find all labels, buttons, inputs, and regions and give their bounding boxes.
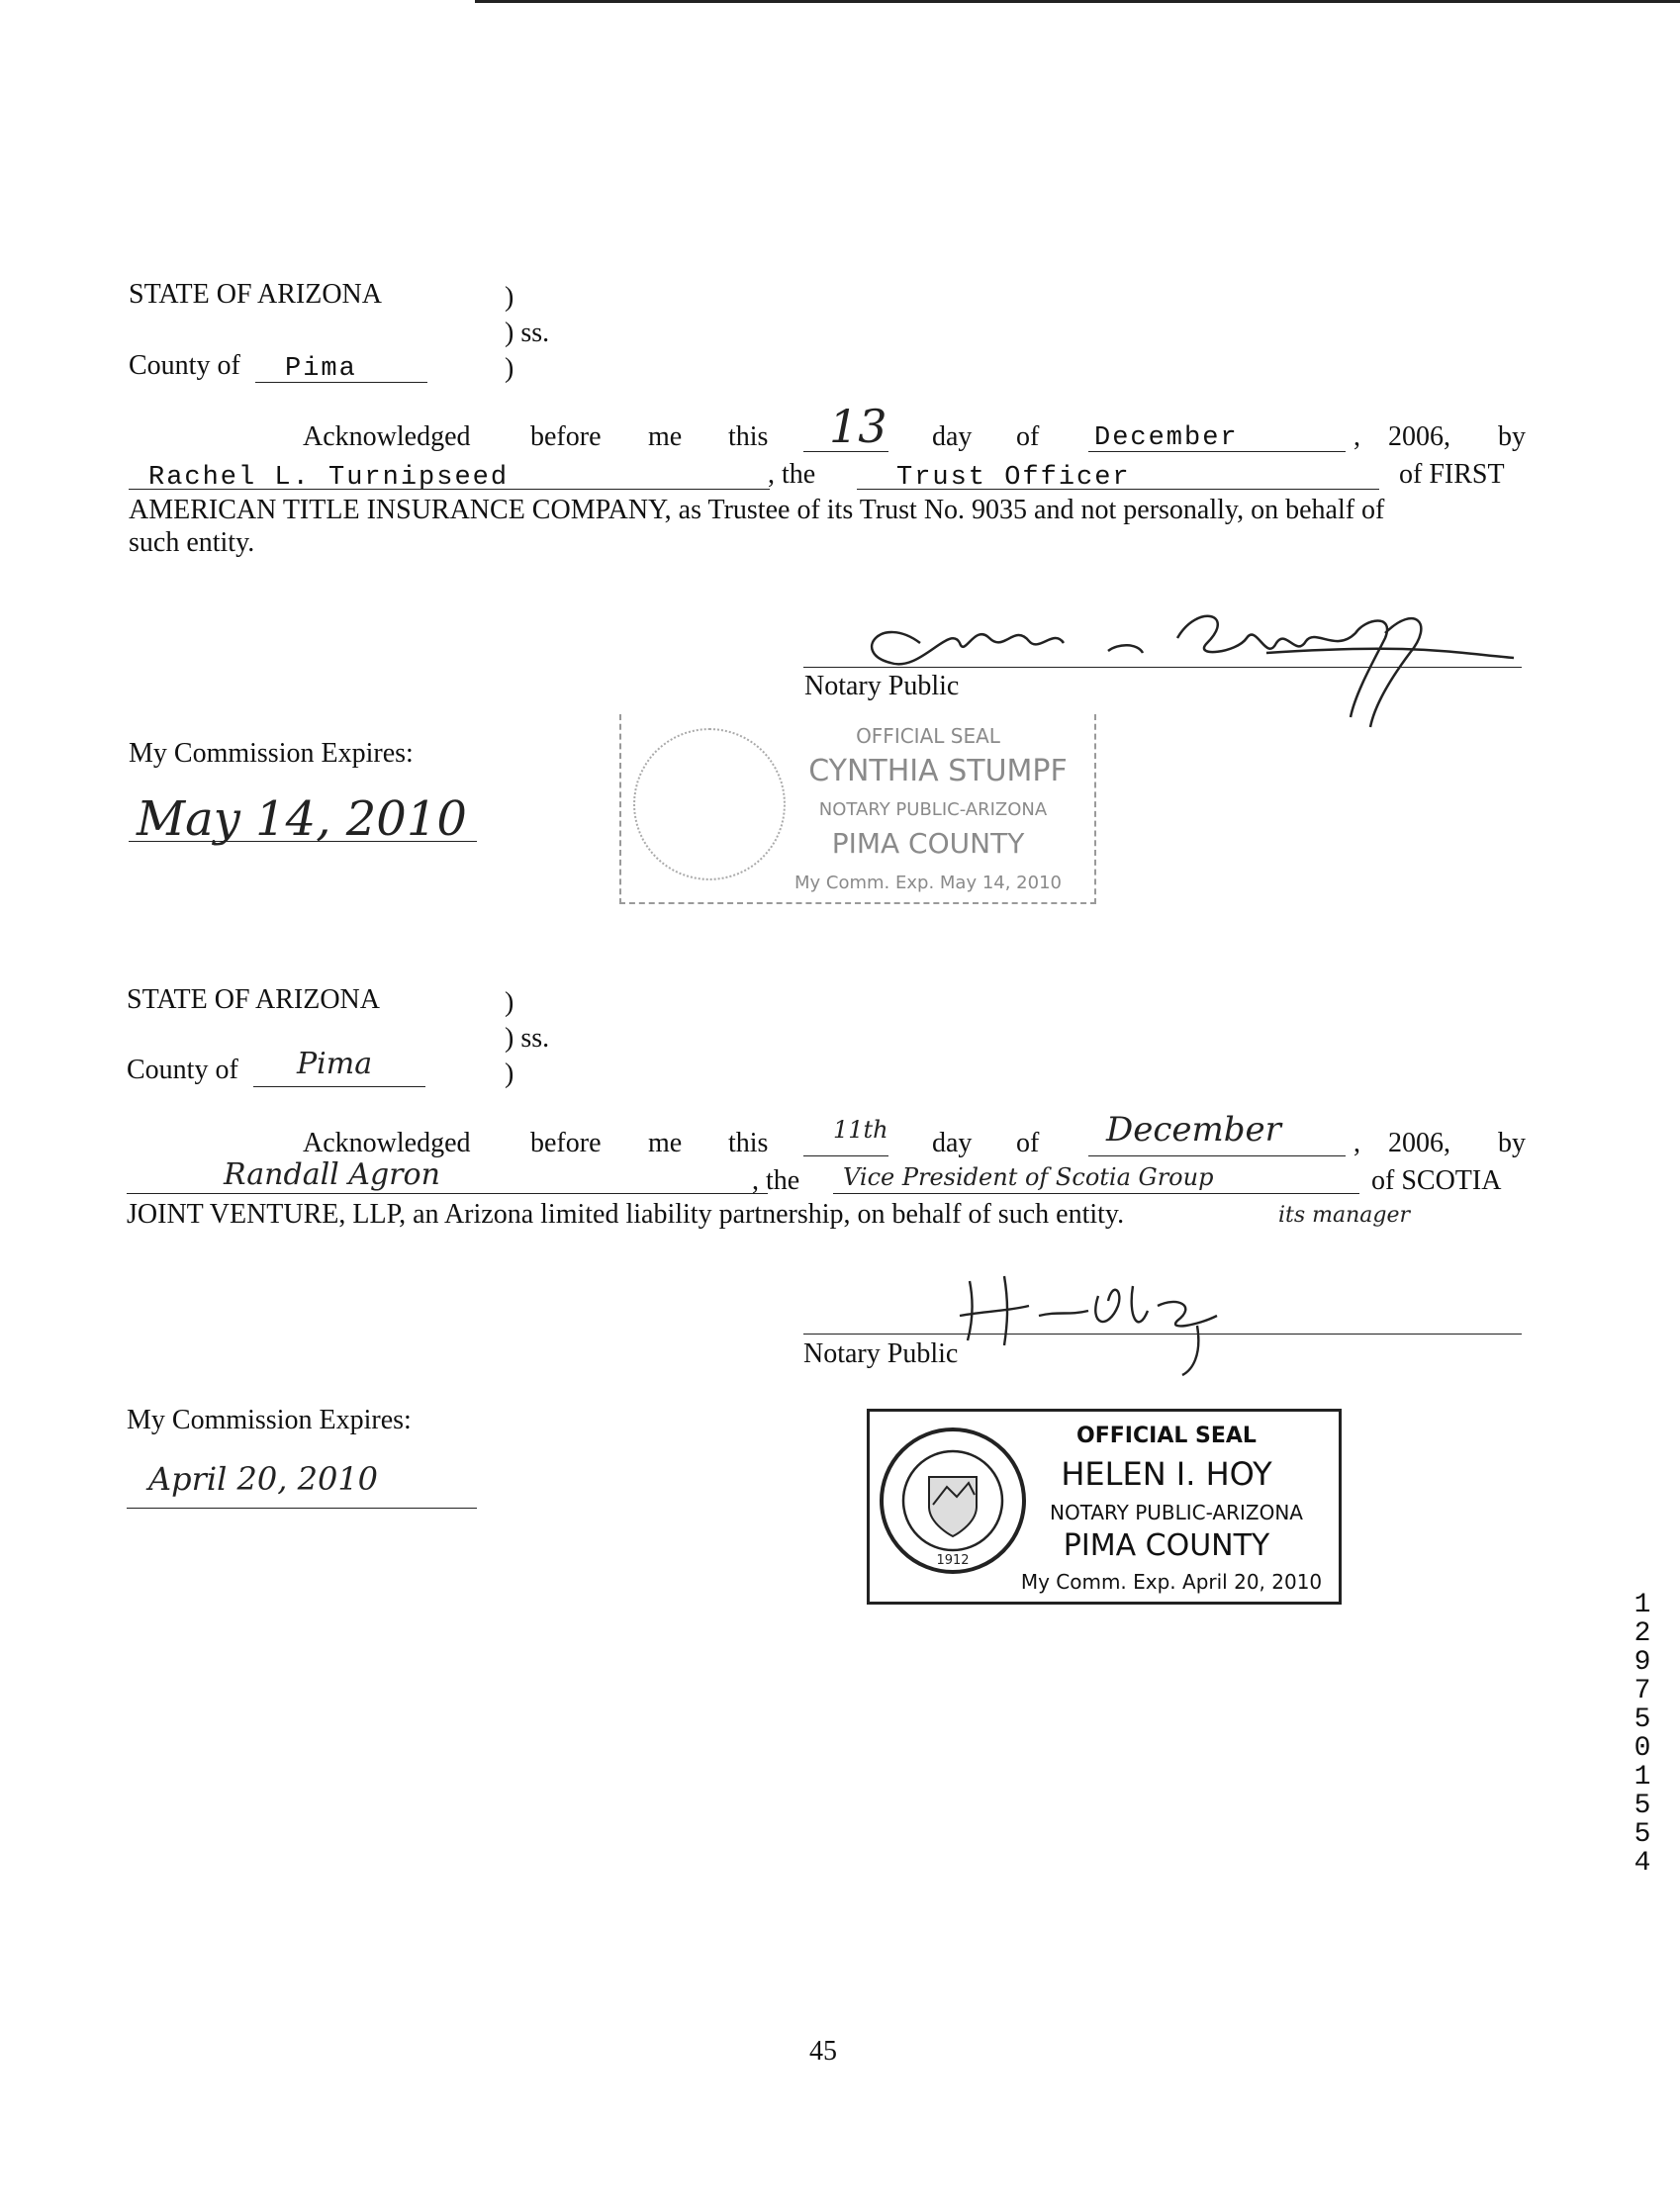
year: 2006, — [1388, 1128, 1450, 1158]
notary-seal-2 — [867, 1409, 1342, 1605]
commission-date: May 14, 2010 — [137, 791, 467, 847]
ack-word: Acknowledged — [303, 1128, 471, 1158]
state-heading: STATE OF ARIZONA — [129, 279, 382, 310]
the-word: , the — [752, 1165, 800, 1196]
seal-line-2: CYNTHIA STUMPF — [808, 754, 1068, 788]
comma: , — [1353, 421, 1360, 452]
of-word: of — [1016, 1128, 1040, 1158]
seal-line-2: HELEN I. HOY — [1061, 1455, 1272, 1493]
notary-public-label: Notary Public — [803, 1338, 959, 1369]
top-border-line — [475, 0, 1680, 3]
seal-line-1: OFFICIAL SEAL — [1076, 1424, 1257, 1448]
title-underline — [833, 1193, 1359, 1194]
ss-label: ) ss. — [505, 318, 550, 348]
handwritten-note: its manager — [1278, 1203, 1411, 1228]
signature-line — [803, 1334, 1522, 1335]
of-word: of — [1016, 421, 1040, 452]
county-value: Pima — [297, 1047, 373, 1081]
county-underline — [255, 382, 427, 383]
signature-line — [803, 667, 1522, 668]
signature-hoy — [950, 1266, 1286, 1385]
before-word: before — [530, 421, 602, 452]
month-value: December — [1106, 1110, 1281, 1150]
day-value: 11th — [833, 1116, 888, 1144]
county-underline — [253, 1086, 425, 1087]
by-word: by — [1498, 421, 1526, 452]
year: 2006, — [1388, 421, 1450, 452]
day-word: day — [932, 421, 973, 452]
paren: ) — [505, 282, 514, 313]
signer-title: Trust Officer — [896, 463, 1131, 493]
county-label: County of — [127, 1055, 238, 1085]
signature-cynthia — [801, 584, 1524, 732]
commission-underline — [127, 1508, 477, 1509]
notary-public-label: Notary Public — [804, 671, 960, 701]
signer-title: Vice President of Scotia Group — [843, 1163, 1214, 1191]
month-underline — [1088, 1155, 1346, 1156]
day-word: day — [932, 1128, 973, 1158]
commission-underline — [129, 841, 477, 842]
month-underline — [1088, 451, 1346, 452]
of-scotia: of SCOTIA — [1371, 1165, 1502, 1196]
body-line-3: JOINT VENTURE, LLP, an Arizona limited liability partnership, on behalf of such entity. — [127, 1199, 1125, 1230]
seal-emblem-year: 1912 — [936, 1553, 970, 1568]
seal-line-1: OFFICIAL SEAL — [856, 724, 1000, 748]
state-heading: STATE OF ARIZONA — [127, 984, 380, 1015]
county-value: Pima — [285, 354, 357, 384]
of-first: of FIRST — [1399, 459, 1505, 490]
body-line-3: AMERICAN TITLE INSURANCE COMPANY, as Trustee of its Trust No. 9035 and not personally, on behalf of — [129, 495, 1385, 525]
ack-word: Acknowledged — [303, 421, 471, 452]
ss-label: ) ss. — [505, 1023, 550, 1054]
notary-seal-1 — [619, 714, 1096, 904]
commission-label: My Commission Expires: — [127, 1405, 412, 1435]
page-number: 45 — [809, 2036, 837, 2067]
seal-line-4: PIMA COUNTY — [831, 827, 1025, 860]
seal-line-5: My Comm. Exp. April 20, 2010 — [1020, 1570, 1323, 1594]
me-word: me — [648, 421, 683, 452]
signer-name: Rachel L. Turnipseed — [148, 463, 510, 493]
signer-name: Randall Agron — [224, 1157, 440, 1192]
name-underline — [129, 489, 770, 490]
commission-date: April 20, 2010 — [148, 1460, 379, 1498]
month-value: December — [1094, 423, 1239, 453]
body-line-4: such entity. — [129, 527, 255, 558]
county-label: County of — [129, 350, 240, 381]
me-word: me — [648, 1128, 683, 1158]
this-word: this — [728, 1128, 769, 1158]
seal-emblem — [633, 728, 786, 880]
arizona-seal-emblem — [878, 1426, 1028, 1576]
by-word: by — [1498, 1128, 1526, 1158]
before-word: before — [530, 1128, 602, 1158]
paren: ) — [505, 353, 514, 384]
comma: , — [1353, 1128, 1360, 1158]
day-underline — [803, 1155, 888, 1156]
seal-line-3: NOTARY PUBLIC-ARIZONA — [1049, 1501, 1303, 1524]
commission-label: My Commission Expires: — [129, 738, 414, 769]
the-word: , the — [768, 459, 816, 490]
name-underline — [127, 1193, 768, 1194]
paren: ) — [505, 1059, 514, 1089]
seal-line-5: My Comm. Exp. May 14, 2010 — [794, 873, 1062, 893]
day-underline — [803, 451, 888, 452]
paren: ) — [505, 987, 514, 1018]
title-underline — [857, 489, 1379, 490]
this-word: this — [728, 421, 769, 452]
document-side-number: 1 2 9 7 5 0 1 5 5 4 — [1633, 1590, 1651, 1879]
seal-line-3: NOTARY PUBLIC-ARIZONA — [818, 799, 1048, 820]
seal-line-4: PIMA COUNTY — [1063, 1528, 1270, 1563]
day-value: 13 — [829, 400, 887, 453]
